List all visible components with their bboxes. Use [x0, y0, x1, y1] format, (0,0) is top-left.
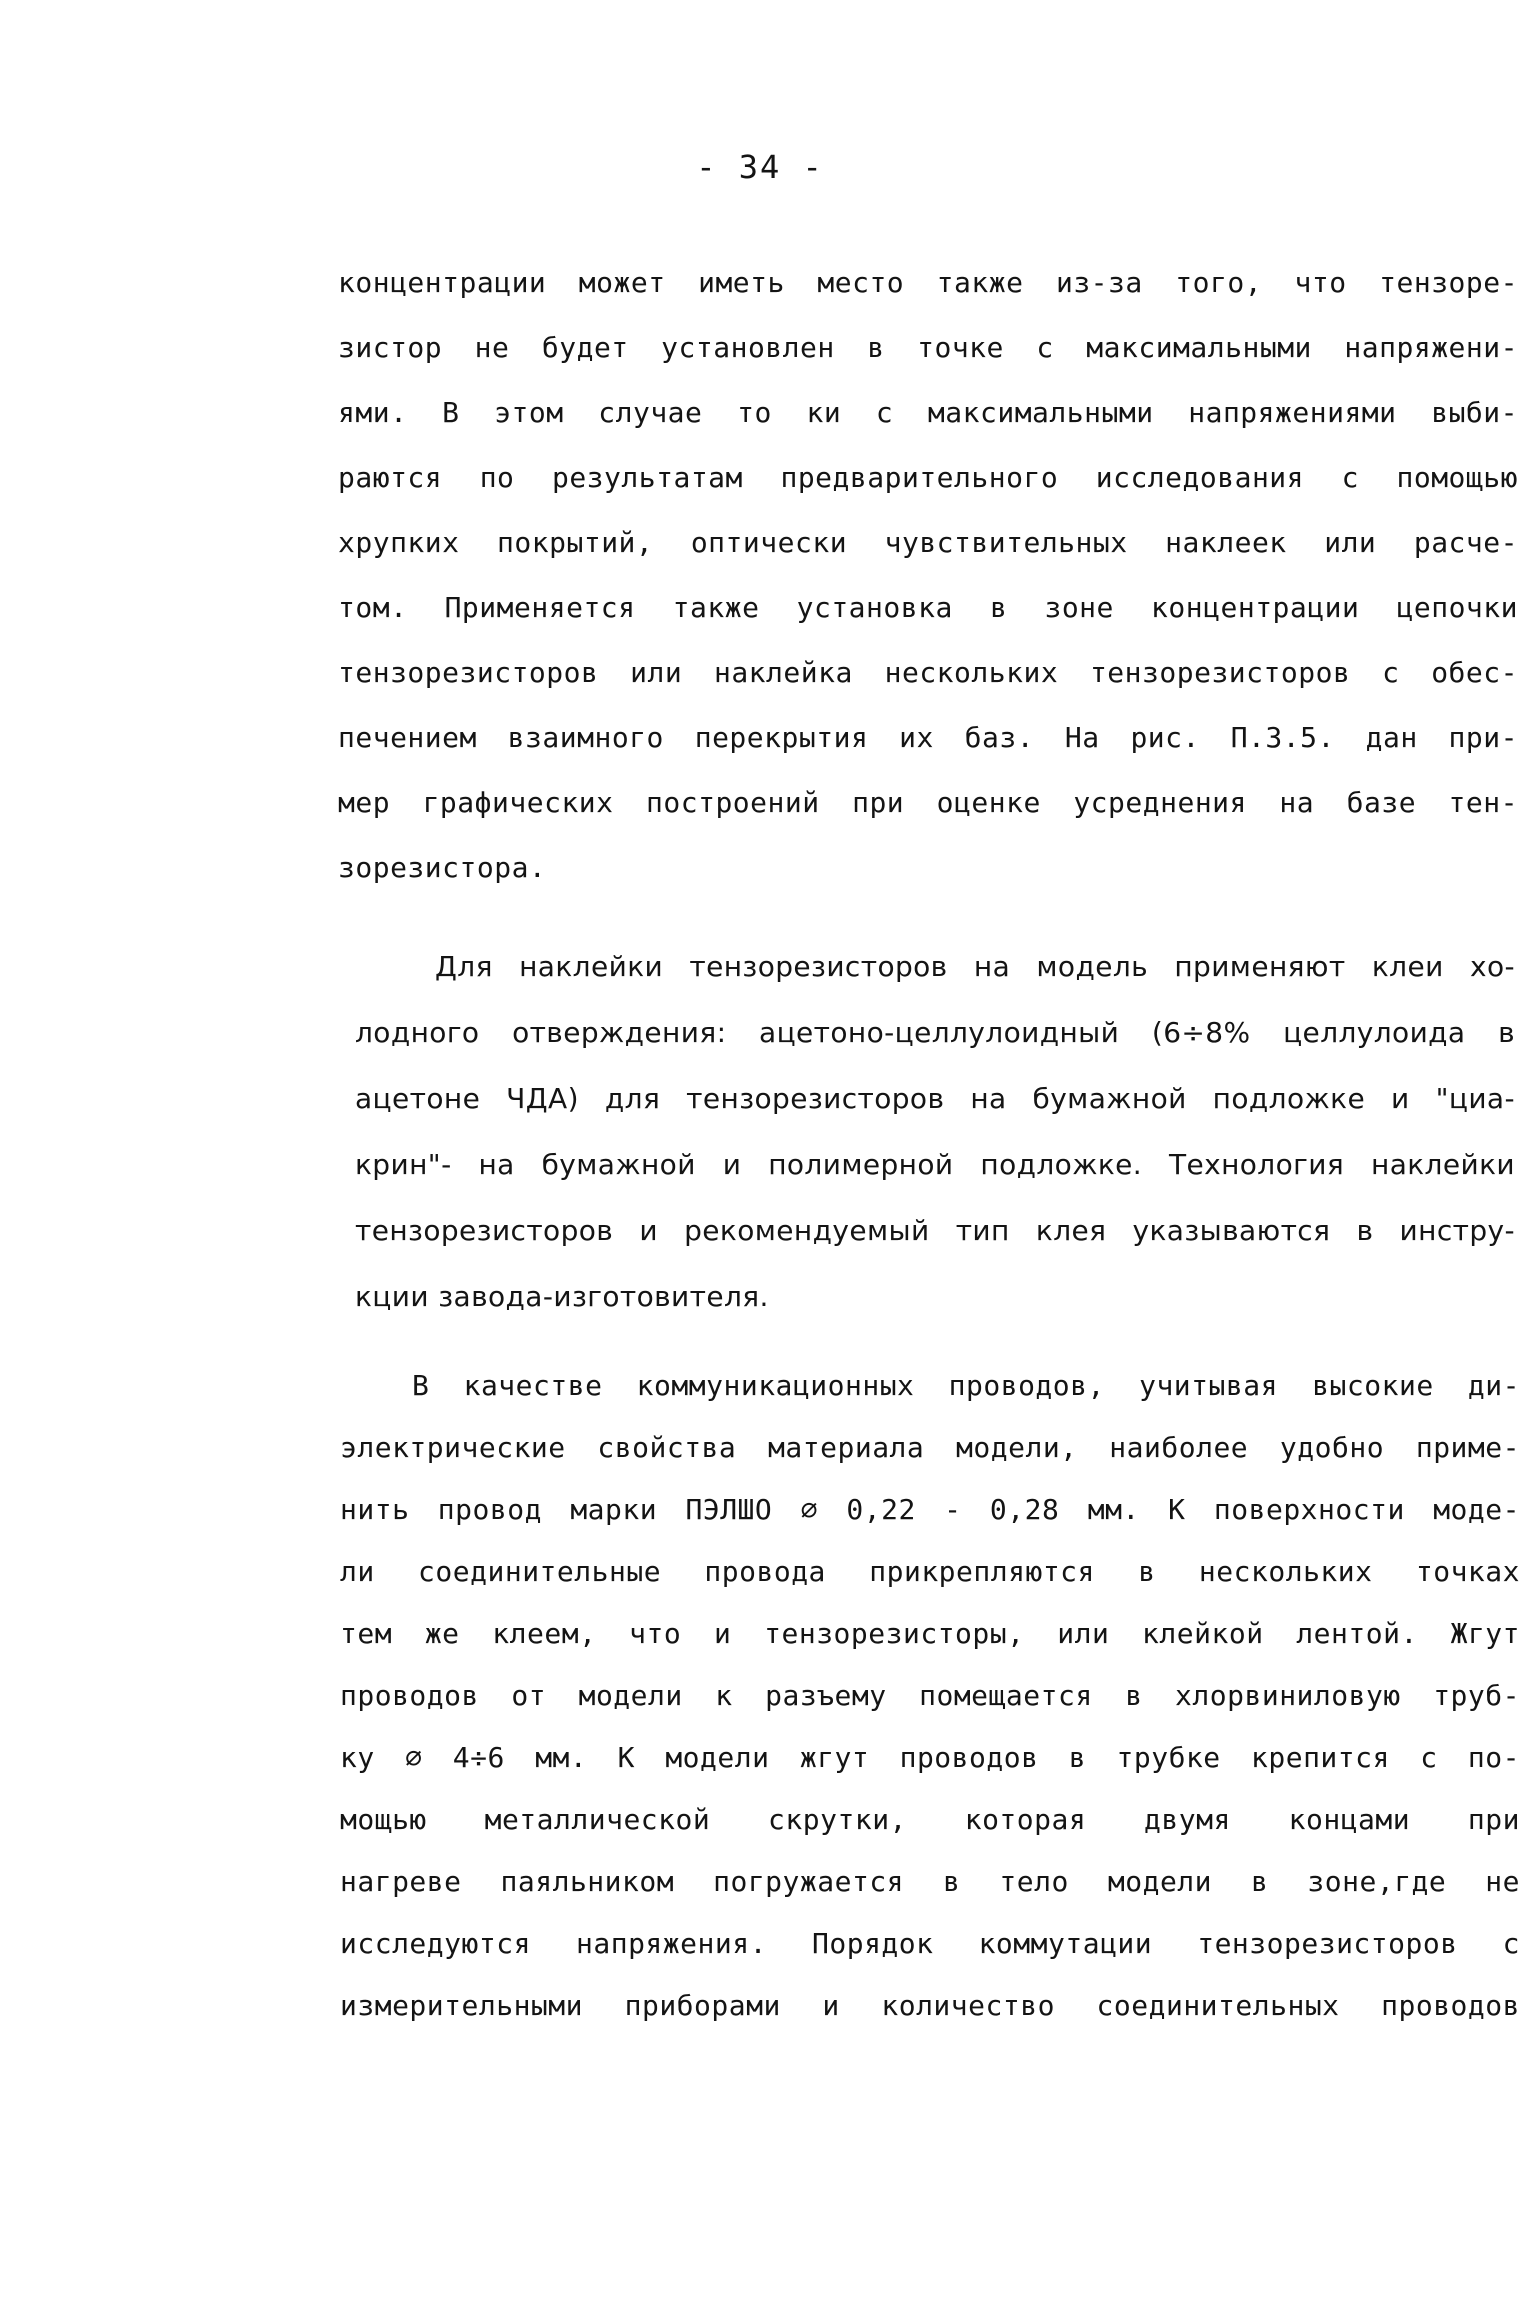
- text-line: тензорезисторов и рекомендуемый тип клея указываются в инстру-: [355, 1214, 1515, 1247]
- text-line: мер графических построений при оценке усреднения на базе тен-: [338, 786, 1518, 819]
- text-line: крин"- на бумажной и полимерной подложке. Технология наклейки: [355, 1148, 1515, 1181]
- paragraph-communication-wires: [340, 1355, 1520, 2037]
- text-line: том. Применяется также установка в зоне концентрации цепочки: [338, 591, 1518, 624]
- text-line: тензорезисторов или наклейка нескольких тензорезисторов с обес-: [338, 656, 1518, 689]
- text-line: кции завода-изготовителя.: [355, 1280, 769, 1313]
- text-line: ями. В этом случае то ки с максимальными напряжениями выби-: [338, 396, 1518, 429]
- text-line: В качестве коммуникационных проводов, учитывая высокие ди-: [412, 1369, 1520, 1402]
- text-line: ли соединительные провода прикрепляются в нескольких точках: [340, 1555, 1520, 1588]
- paragraph-strain-gauge-concentration: [338, 250, 1518, 900]
- paragraph-adhesives: [355, 934, 1515, 1330]
- text-line: зистор не будет установлен в точке с максимальными напряжени-: [338, 331, 1518, 364]
- text-line: хрупких покрытий, оптически чувствительных наклеек или расче-: [338, 526, 1518, 559]
- text-line: проводов от модели к разъему помещается в хлорвиниловую труб-: [340, 1679, 1520, 1712]
- text-line: электрические свойства материала модели, наиболее удобно приме-: [340, 1431, 1520, 1464]
- text-line: нагреве паяльником погружается в тело модели в зоне,где не: [340, 1865, 1520, 1898]
- text-line: концентрации может иметь место также из-за того, что тензоре-: [338, 266, 1518, 299]
- text-line: измерительными приборами и количество соединительных проводов: [340, 1989, 1520, 2022]
- text-line: зорезистора.: [338, 851, 547, 884]
- text-line: исследуются напряжения. Порядок коммутации тензорезисторов с: [340, 1927, 1520, 1960]
- text-line: ку ∅ 4÷6 мм. К модели жгут проводов в трубке крепится с по-: [340, 1741, 1520, 1774]
- text-line: печением взаимного перекрытия их баз. На рис. П.3.5. дан при-: [338, 721, 1518, 754]
- text-line: Для наклейки тензорезисторов на модель применяют клеи хо-: [435, 950, 1515, 983]
- text-line: мощью металлической скрутки, которая двумя концами при: [340, 1803, 1520, 1836]
- text-line: лодного отверждения: ацетоно-целлулоидный (6÷8% целлулоида в: [355, 1016, 1515, 1049]
- page-number: - 34 -: [696, 148, 824, 186]
- text-line: нить провод марки ПЭЛШО ∅ 0,22 - 0,28 мм. К поверхности моде-: [340, 1493, 1520, 1526]
- text-line: тем же клеем, что и тензорезисторы, или клейкой лентой. Жгут: [340, 1617, 1520, 1650]
- text-line: ацетоне ЧДА) для тензорезисторов на бумажной подложке и "циа-: [355, 1082, 1515, 1115]
- text-line: раются по результатам предварительного исследования с помощью: [338, 461, 1518, 494]
